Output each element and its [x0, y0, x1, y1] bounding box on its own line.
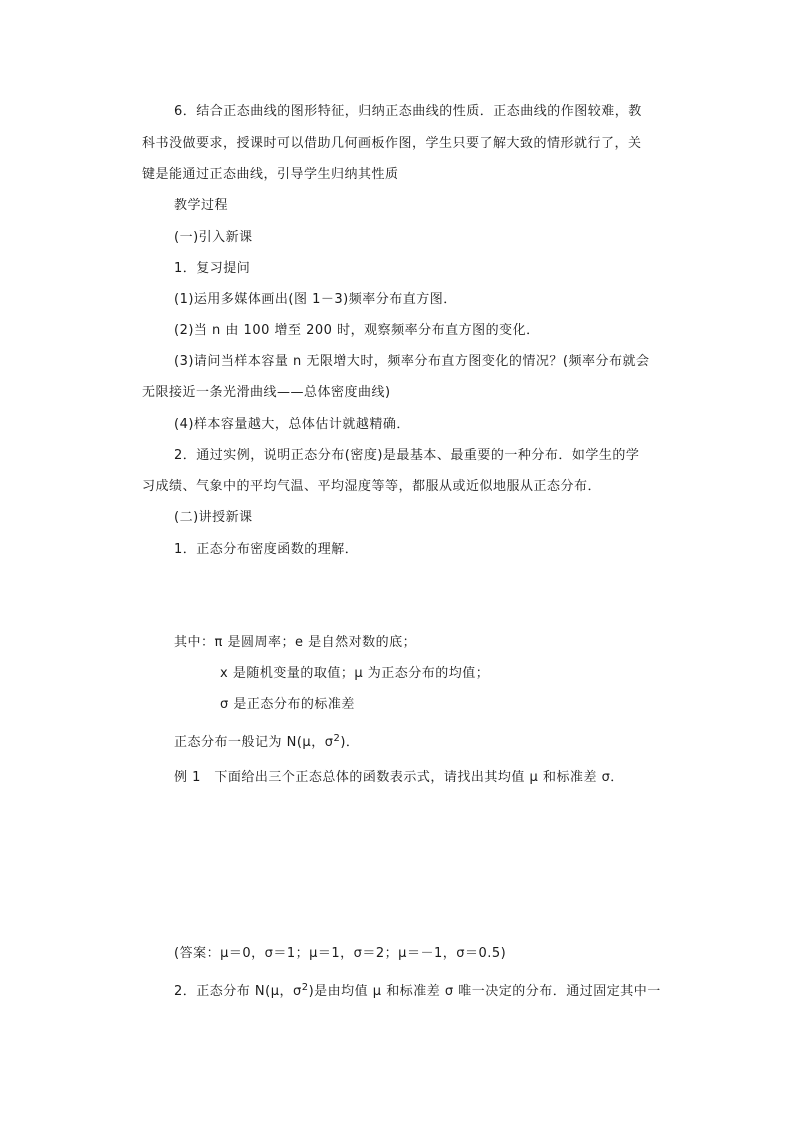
- answer-line: (答案：μ＝0，σ＝1；μ＝1，σ＝2；μ＝－1，σ＝0.5): [174, 946, 507, 961]
- notation-suffix: )．: [340, 735, 360, 750]
- item2-line1: 2．通过实例，说明正态分布(密度)是最基本、最重要的一种分布．如学生的学: [174, 448, 640, 463]
- where-line2: x 是随机变量的取值；μ 为正态分布的均值；: [220, 666, 490, 681]
- notation-superscript: 2: [333, 733, 341, 744]
- para6-line2: 科书没做要求，授课时可以借助几何画板作图，学生只要了解大致的情形就行了，关: [142, 136, 642, 151]
- para6-line1: 6．结合正态曲线的图形特征，归纳正态曲线的性质．正态曲线的作图较难，教: [174, 104, 642, 119]
- item2-suffix: )是由均值 μ 和标准差 σ 唯一决定的分布．通过固定其中一: [308, 984, 661, 999]
- density-function-heading: 1．正态分布密度函数的理解．: [174, 542, 359, 557]
- question-3-line1: (3)请问当样本容量 n 无限增大时，频率分布直方图变化的情况？(频率分布就会: [174, 354, 650, 369]
- section1-title: (一)引入新课: [174, 230, 253, 245]
- example1: 例 1 下面给出三个正态总体的函数表示式，请找出其均值 μ 和标准差 σ．: [174, 770, 624, 785]
- item2-line2: 习成绩、气象中的平均气温、平均湿度等等，都服从或近似地服从正态分布．: [142, 479, 602, 494]
- review-questions-heading: 1．复习提问: [174, 261, 251, 276]
- item2-normal-distribution: [174, 984, 661, 1000]
- notation-prefix: 正态分布一般记为 N(μ，σ: [174, 735, 334, 750]
- notation-line: [174, 735, 359, 751]
- heading-teaching-process: 教学过程: [174, 198, 229, 213]
- question-1: (1)运用多媒体画出(图 1－3)频率分布直方图．: [174, 292, 457, 307]
- where-line3: σ 是正态分布的标准差: [220, 697, 355, 712]
- item2-prefix: 2．正态分布 N(μ，σ: [174, 984, 302, 999]
- para6-line3: 键是能通过正态曲线，引导学生归纳其性质: [142, 167, 399, 182]
- item2-superscript: 2: [301, 982, 309, 993]
- question-3-line2: 无限接近一条光滑曲线——总体密度曲线): [142, 385, 391, 400]
- section2-title: (二)讲授新课: [174, 510, 253, 525]
- question-2: (2)当 n 由 100 增至 200 时，观察频率分布直方图的变化．: [174, 323, 540, 338]
- question-4: (4)样本容量越大，总体估计就越精确．: [174, 417, 410, 432]
- where-line1: 其中：π 是圆周率；e 是自然对数的底；: [174, 635, 417, 650]
